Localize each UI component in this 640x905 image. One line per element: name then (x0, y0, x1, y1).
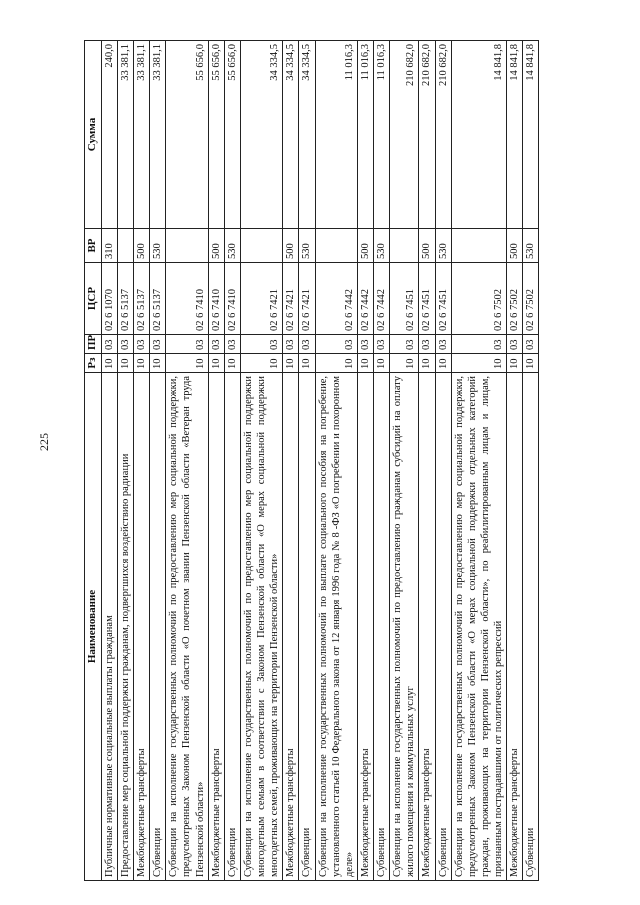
cell-sum: 11 016,3 (315, 41, 357, 229)
header-vr: ВР (85, 229, 102, 263)
table-row (451, 41, 507, 881)
table-row (208, 41, 224, 881)
cell-vr: 530 (299, 229, 315, 263)
cell-vr: 530 (523, 229, 539, 263)
cell-vr (117, 229, 133, 263)
cell-pr: 03 (374, 335, 390, 354)
cell-sum: 11 016,3 (374, 41, 390, 229)
cell-pr: 03 (523, 335, 539, 354)
cell-name: Субвенции (299, 373, 315, 881)
cell-name: Субвенции (374, 373, 390, 881)
cell-csr: 02 6 7502 (523, 263, 539, 335)
table-body (101, 41, 539, 881)
cell-pr: 03 (451, 335, 507, 354)
cell-csr: 02 6 7410 (208, 263, 224, 335)
table-row (101, 41, 117, 881)
cell-pr: 03 (134, 335, 150, 354)
cell-rz: 10 (166, 354, 208, 373)
cell-csr: 02 6 7410 (166, 263, 208, 335)
cell-csr: 02 6 7451 (390, 263, 419, 335)
table-row (357, 41, 373, 881)
cell-vr: 530 (224, 229, 240, 263)
cell-csr: 02 6 7502 (507, 263, 523, 335)
cell-sum: 210 682,0 (435, 41, 451, 229)
cell-rz: 10 (523, 354, 539, 373)
cell-pr: 03 (101, 335, 117, 354)
cell-sum: 11 016,3 (357, 41, 373, 229)
cell-name: Субвенции на исполнение государственных полномочий по предоставлению мер социальной поддержки, предусмотренных Законом Пензенской области «О почетном звании Пензенской области «Ветеран труда Пензенской области» (166, 373, 208, 881)
cell-csr: 02 6 5137 (134, 263, 150, 335)
cell-pr: 03 (208, 335, 224, 354)
cell-pr: 03 (299, 335, 315, 354)
cell-csr: 02 6 7442 (374, 263, 390, 335)
table-row (224, 41, 240, 881)
table-row (315, 41, 357, 881)
cell-rz: 10 (357, 354, 373, 373)
cell-pr: 03 (357, 335, 373, 354)
cell-rz: 10 (390, 354, 419, 373)
cell-pr: 03 (315, 335, 357, 354)
table-row (283, 41, 299, 881)
cell-name: Предоставление мер социальной поддержки гражданам, подвергшихся воздействию радиации (117, 373, 133, 881)
header-rz: Рз (85, 354, 102, 373)
cell-vr: 500 (208, 229, 224, 263)
cell-rz: 10 (299, 354, 315, 373)
budget-table (84, 40, 539, 881)
cell-rz: 10 (208, 354, 224, 373)
cell-name: Межбюджетные трансферты (134, 373, 150, 881)
cell-pr: 03 (435, 335, 451, 354)
cell-pr: 03 (283, 335, 299, 354)
cell-name: Межбюджетные трансферты (357, 373, 373, 881)
cell-rz: 10 (117, 354, 133, 373)
cell-name: Субвенции на исполнение государственных полномочий по предоставлению мер социальной поддержки многодетным семьям в соответствии с Законом Пензенской области «О мерах социальной поддержки многодетных семей, проживающих на территории Пензенской области» (240, 373, 282, 881)
cell-sum: 210 682,0 (419, 41, 435, 229)
cell-vr (240, 229, 282, 263)
cell-rz: 10 (224, 354, 240, 373)
cell-sum: 14 841,8 (451, 41, 507, 229)
cell-name: Субвенции (150, 373, 166, 881)
header-name: Наименование (85, 373, 102, 881)
table-row (435, 41, 451, 881)
cell-sum: 55 656,0 (208, 41, 224, 229)
cell-name: Субвенции на исполнение государственных полномочий по предоставлению мер социальной поддержки, предусмотренных Законом Пензенской области «О мерах социальной поддержки отдельных категорий граждан, проживающих на территории Пензенской области», по реабилитированным лицам и лицам, признанным пострадавшими от политических репрессий (451, 373, 507, 881)
table-row (299, 41, 315, 881)
cell-vr: 530 (150, 229, 166, 263)
cell-vr: 500 (134, 229, 150, 263)
cell-sum: 55 656,0 (224, 41, 240, 229)
cell-rz: 10 (374, 354, 390, 373)
cell-csr: 02 6 7451 (435, 263, 451, 335)
cell-csr: 02 6 7502 (451, 263, 507, 335)
cell-vr: 310 (101, 229, 117, 263)
cell-pr: 03 (419, 335, 435, 354)
cell-csr: 02 6 1070 (101, 263, 117, 335)
cell-name: Межбюджетные трансферты (208, 373, 224, 881)
cell-vr: 530 (374, 229, 390, 263)
table-row (507, 41, 523, 881)
cell-rz: 10 (134, 354, 150, 373)
cell-vr (390, 229, 419, 263)
cell-sum: 55 656,0 (166, 41, 208, 229)
table-row (134, 41, 150, 881)
cell-csr: 02 6 7442 (315, 263, 357, 335)
cell-name: Субвенции (435, 373, 451, 881)
table-row (523, 41, 539, 881)
cell-rz: 10 (101, 354, 117, 373)
cell-vr: 500 (507, 229, 523, 263)
cell-rz: 10 (240, 354, 282, 373)
cell-rz: 10 (283, 354, 299, 373)
cell-sum: 210 682,0 (390, 41, 419, 229)
cell-vr: 500 (357, 229, 373, 263)
cell-csr: 02 6 7421 (283, 263, 299, 335)
cell-name: Публичные нормативные социальные выплаты гражданам (101, 373, 117, 881)
cell-rz: 10 (419, 354, 435, 373)
cell-vr (315, 229, 357, 263)
cell-csr: 02 6 5137 (117, 263, 133, 335)
cell-name: Субвенции (224, 373, 240, 881)
cell-vr: 530 (435, 229, 451, 263)
cell-pr: 03 (166, 335, 208, 354)
cell-rz: 10 (507, 354, 523, 373)
cell-name: Межбюджетные трансферты (419, 373, 435, 881)
cell-sum: 33 381,1 (150, 41, 166, 229)
cell-csr: 02 6 7421 (299, 263, 315, 335)
cell-pr: 03 (507, 335, 523, 354)
cell-rz: 10 (150, 354, 166, 373)
cell-sum: 14 841,8 (507, 41, 523, 229)
cell-pr: 03 (390, 335, 419, 354)
table-row (390, 41, 419, 881)
table-header-row (85, 41, 102, 881)
cell-rz: 10 (435, 354, 451, 373)
cell-sum: 33 381,1 (117, 41, 133, 229)
cell-pr: 03 (150, 335, 166, 354)
cell-sum: 34 334,5 (299, 41, 315, 229)
table-row (240, 41, 282, 881)
cell-csr: 02 6 7410 (224, 263, 240, 335)
cell-sum: 34 334,5 (240, 41, 282, 229)
table-row (166, 41, 208, 881)
cell-sum: 33 381,1 (134, 41, 150, 229)
table-row (374, 41, 390, 881)
cell-rz: 10 (451, 354, 507, 373)
page-number: 225 (37, 433, 51, 451)
cell-sum: 14 841,8 (523, 41, 539, 229)
header-csr: ЦСР (85, 263, 102, 335)
budget-table-container (84, 41, 537, 881)
cell-rz: 10 (315, 354, 357, 373)
cell-pr: 03 (117, 335, 133, 354)
cell-vr (166, 229, 208, 263)
table-row (150, 41, 166, 881)
cell-name: Субвенции на исполнение государственных полномочий по предоставлению гражданам субсидий на оплату жилого помещения и коммунальных услуг (390, 373, 419, 881)
cell-vr (451, 229, 507, 263)
cell-name: Межбюджетные трансферты (283, 373, 299, 881)
cell-pr: 03 (224, 335, 240, 354)
table-row (117, 41, 133, 881)
cell-pr: 03 (240, 335, 282, 354)
header-sum: Сумма (85, 41, 102, 229)
cell-name: Субвенции на исполнение государственных полномочий по выплате социального пособия на погребение, установленного статьей 10 Федерального закона от 12 января 1996 года № 8 -ФЗ «О погребении и похоронном деле» (315, 373, 357, 881)
cell-csr: 02 6 7421 (240, 263, 282, 335)
cell-sum: 240,0 (101, 41, 117, 229)
cell-vr: 500 (419, 229, 435, 263)
cell-csr: 02 6 5137 (150, 263, 166, 335)
cell-name: Субвенции (523, 373, 539, 881)
cell-vr: 500 (283, 229, 299, 263)
cell-csr: 02 6 7442 (357, 263, 373, 335)
cell-name: Межбюджетные трансферты (507, 373, 523, 881)
table-row (419, 41, 435, 881)
cell-csr: 02 6 7451 (419, 263, 435, 335)
header-pr: ПР (85, 335, 102, 354)
cell-sum: 34 334,5 (283, 41, 299, 229)
